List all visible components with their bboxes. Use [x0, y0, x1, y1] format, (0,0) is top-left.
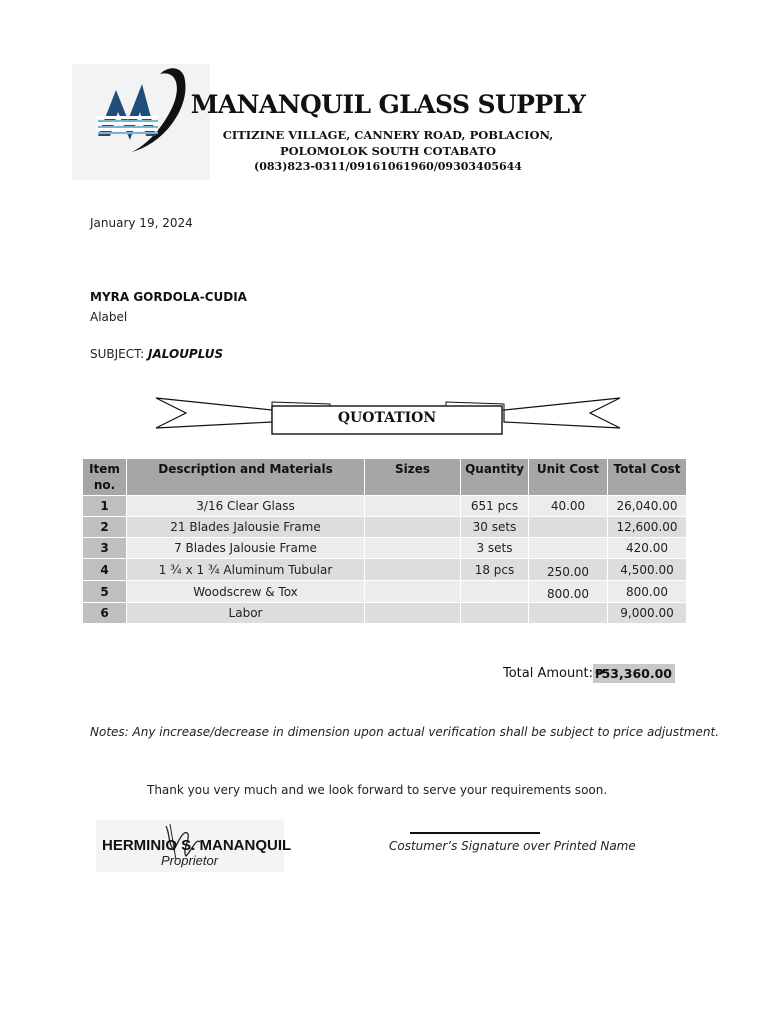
- subject-value: JALOUPLUS: [148, 347, 224, 361]
- cell-sizes: [365, 603, 461, 624]
- cell-quantity: 651 pcs: [461, 496, 529, 517]
- table-row: [83, 517, 687, 538]
- cell-total-cost: 26,040.00: [608, 496, 687, 517]
- recipient-location: Alabel: [90, 310, 128, 324]
- cell-description: 21 Blades Jalousie Frame: [127, 517, 365, 538]
- cell-sizes: [365, 581, 461, 603]
- cell-unit-cost: [529, 538, 608, 559]
- total-amount-value: 53,360.00: [593, 664, 675, 683]
- company-name: MANANQUIL GLASS SUPPLY: [190, 90, 586, 119]
- cell-quantity: 18 pcs: [461, 559, 529, 581]
- quotation-table: [82, 458, 687, 624]
- table-row: [83, 581, 687, 603]
- customer-signature-line: [410, 832, 540, 834]
- cell-item: 6: [83, 603, 127, 624]
- cell-quantity: 30 sets: [461, 517, 529, 538]
- table-row: [83, 559, 687, 581]
- table-header-row: [83, 459, 687, 496]
- closing-thanks: Thank you very much and we look forward to serve your requirements soon.: [147, 783, 608, 797]
- header-description: Description and Materials: [127, 459, 365, 496]
- cell-quantity: 3 sets: [461, 538, 529, 559]
- company-address-line2: POLOMOLOK SOUTH COTABATO: [279, 144, 496, 158]
- cell-total-cost: 420.00: [608, 538, 687, 559]
- cell-quantity: [461, 581, 529, 603]
- peso-currency-icon: ₱: [595, 666, 604, 681]
- header-quantity: Quantity: [461, 459, 529, 496]
- cell-description: Labor: [127, 603, 365, 624]
- header-total-cost: Total Cost: [608, 459, 687, 496]
- header-unit-cost: Unit Cost: [529, 459, 608, 496]
- cell-total-cost: 12,600.00: [608, 517, 687, 538]
- company-address-line1: CITIZINE VILLAGE, CANNERY ROAD, POBLACION,: [222, 128, 554, 142]
- signatory-title: Proprietor: [161, 853, 219, 868]
- cell-sizes: [365, 559, 461, 581]
- recipient-name: MYRA GORDOLA-CUDIA: [90, 290, 247, 304]
- cell-item: 1: [83, 496, 127, 517]
- cell-unit-cost: [529, 603, 608, 624]
- cell-unit-cost: 40.00: [529, 496, 608, 517]
- cell-description: 3/16 Clear Glass: [127, 496, 365, 517]
- letter-date: January 19, 2024: [90, 216, 193, 230]
- table-row: [83, 603, 687, 624]
- cell-description: 1 ¾ x 1 ¾ Aluminum Tubular: [127, 559, 365, 581]
- signatory-name: HERMINIO S. MANANQUIL: [102, 837, 292, 854]
- cell-unit-cost: [529, 517, 608, 538]
- price-adjustment-note: Notes: Any increase/decrease in dimension upon actual verification shall be subject to price adjustment.: [90, 725, 720, 739]
- cell-sizes: [365, 517, 461, 538]
- cell-sizes: [365, 496, 461, 517]
- cell-description: Woodscrew & Tox: [127, 581, 365, 603]
- cell-item: 3: [83, 538, 127, 559]
- cell-quantity: [461, 603, 529, 624]
- header-item-no: Item no.: [83, 459, 127, 496]
- cell-unit-cost: 250.00: [529, 559, 608, 581]
- cell-total-cost: 800.00: [608, 581, 687, 603]
- total-amount-label: Total Amount:: [503, 666, 593, 681]
- company-phones: (083)823-0311/09161061960/09303405644: [254, 160, 522, 173]
- cell-unit-cost: 800.00: [529, 581, 608, 603]
- subject-label: SUBJECT:: [90, 347, 145, 361]
- table-row: [83, 538, 687, 559]
- cell-item: 4: [83, 559, 127, 581]
- cell-item: 2: [83, 517, 127, 538]
- cell-item: 5: [83, 581, 127, 603]
- quotation-title: QUOTATION: [337, 410, 437, 426]
- table-row: [83, 496, 687, 517]
- header-sizes: Sizes: [365, 459, 461, 496]
- cell-sizes: [365, 538, 461, 559]
- cell-total-cost: 9,000.00: [608, 603, 687, 624]
- customer-signature-label: Costumer’s Signature over Printed Name: [389, 839, 636, 853]
- subject-line: [90, 347, 223, 361]
- cell-description: 7 Blades Jalousie Frame: [127, 538, 365, 559]
- cell-total-cost: 4,500.00: [608, 559, 687, 581]
